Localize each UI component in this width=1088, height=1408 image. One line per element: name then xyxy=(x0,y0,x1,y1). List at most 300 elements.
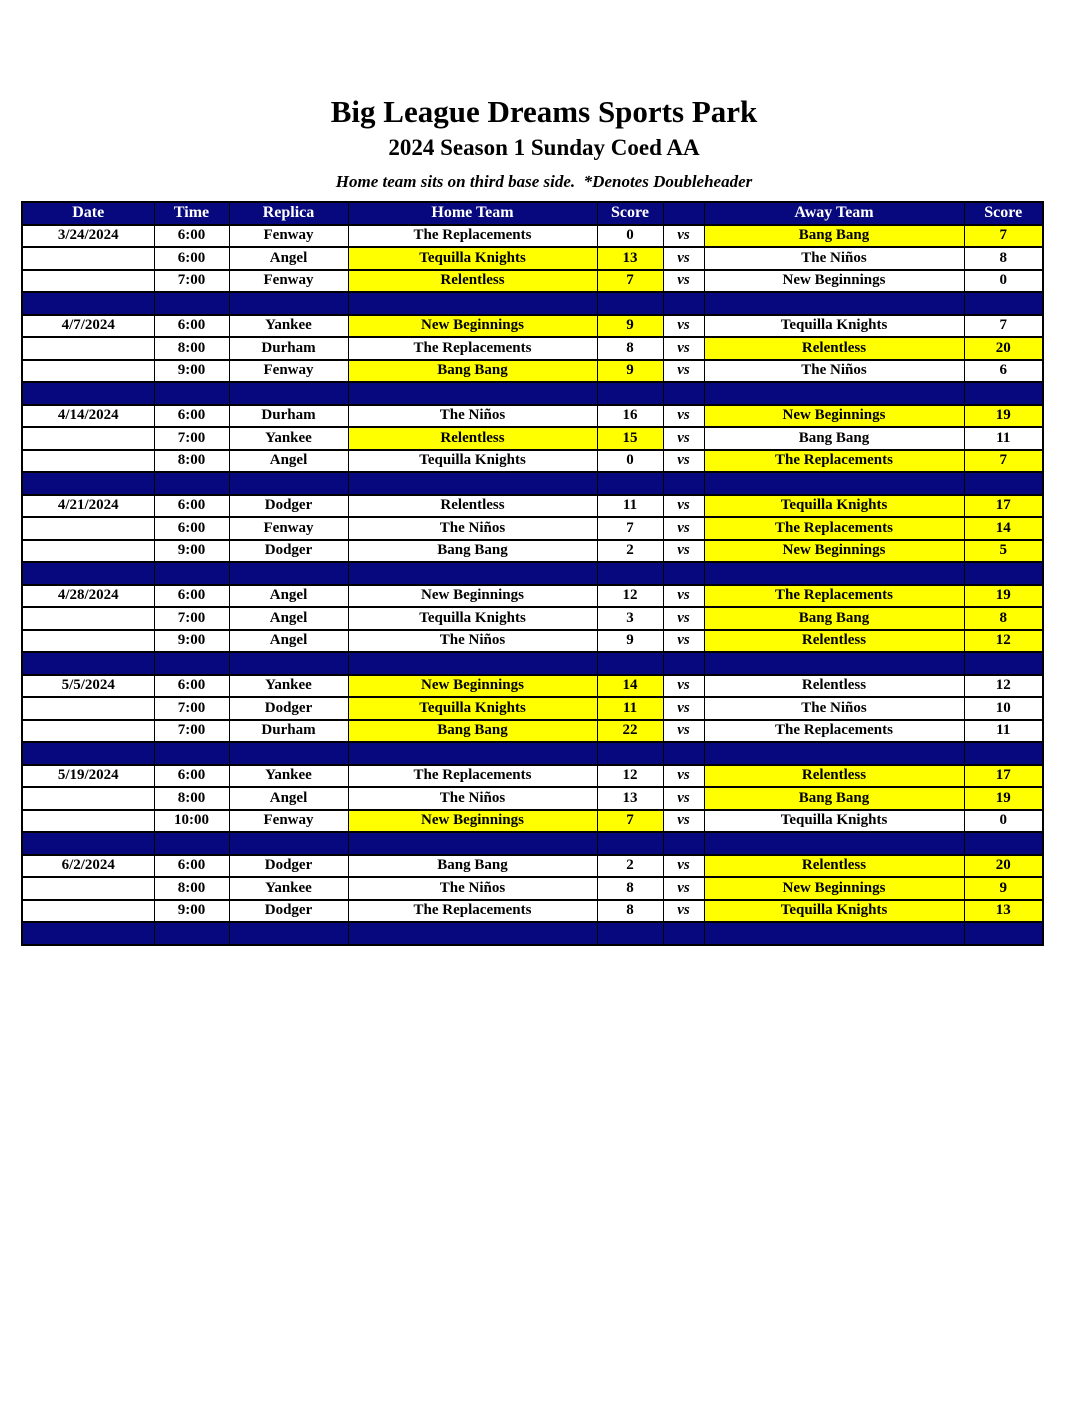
away-score-cell: 7 xyxy=(964,225,1043,248)
separator-cell xyxy=(22,742,154,765)
home-score-cell: 7 xyxy=(597,517,663,540)
date-cell xyxy=(22,900,154,923)
replica-cell: Angel xyxy=(229,607,348,630)
home-team-cell: The Niños xyxy=(348,877,597,900)
separator-cell xyxy=(22,292,154,315)
home-team-cell: Relentless xyxy=(348,427,597,450)
home-team-cell: New Beginnings xyxy=(348,585,597,608)
replica-cell: Fenway xyxy=(229,225,348,248)
date-cell: 5/19/2024 xyxy=(22,765,154,788)
vs-cell: vs xyxy=(663,675,704,698)
separator-cell xyxy=(597,652,663,675)
vs-cell: vs xyxy=(663,720,704,743)
time-cell: 6:00 xyxy=(154,405,229,428)
time-cell: 10:00 xyxy=(154,810,229,833)
time-cell: 6:00 xyxy=(154,585,229,608)
home-team-cell: The Niños xyxy=(348,517,597,540)
separator-cell xyxy=(597,382,663,405)
separator-row xyxy=(22,652,1043,675)
home-score-cell: 14 xyxy=(597,675,663,698)
separator-cell xyxy=(154,652,229,675)
home-team-cell: Tequilla Knights xyxy=(348,607,597,630)
vs-cell: vs xyxy=(663,855,704,878)
home-score-cell: 2 xyxy=(597,855,663,878)
time-cell: 8:00 xyxy=(154,877,229,900)
away-score-cell: 8 xyxy=(964,607,1043,630)
away-team-cell: Tequilla Knights xyxy=(704,810,964,833)
game-row xyxy=(22,315,1043,338)
separator-cell xyxy=(154,922,229,945)
vs-cell: vs xyxy=(663,427,704,450)
separator-cell xyxy=(22,382,154,405)
date-cell xyxy=(22,630,154,653)
away-team-cell: Tequilla Knights xyxy=(704,495,964,518)
separator-row xyxy=(22,472,1043,495)
vs-cell: vs xyxy=(663,405,704,428)
vs-cell: vs xyxy=(663,517,704,540)
date-cell: 4/21/2024 xyxy=(22,495,154,518)
home-team-cell: Bang Bang xyxy=(348,855,597,878)
away-score-cell: 11 xyxy=(964,427,1043,450)
away-team-cell: Tequilla Knights xyxy=(704,900,964,923)
away-score-cell: 17 xyxy=(964,495,1043,518)
away-team-cell: New Beginnings xyxy=(704,540,964,563)
separator-cell xyxy=(663,652,704,675)
separator-row xyxy=(22,832,1043,855)
col-header-time: Time xyxy=(154,202,229,225)
separator-row xyxy=(22,742,1043,765)
separator-cell xyxy=(964,742,1043,765)
date-cell: 4/28/2024 xyxy=(22,585,154,608)
separator-cell xyxy=(704,652,964,675)
away-score-cell: 9 xyxy=(964,877,1043,900)
away-team-cell: Tequilla Knights xyxy=(704,315,964,338)
replica-cell: Yankee xyxy=(229,877,348,900)
separator-cell xyxy=(154,832,229,855)
away-team-cell: Bang Bang xyxy=(704,427,964,450)
game-row xyxy=(22,585,1043,608)
home-score-cell: 11 xyxy=(597,495,663,518)
replica-cell: Angel xyxy=(229,585,348,608)
separator-cell xyxy=(964,562,1043,585)
home-score-cell: 8 xyxy=(597,900,663,923)
away-team-cell: Bang Bang xyxy=(704,787,964,810)
separator-cell xyxy=(154,472,229,495)
game-row xyxy=(22,540,1043,563)
replica-cell: Yankee xyxy=(229,315,348,338)
date-cell xyxy=(22,450,154,473)
separator-cell xyxy=(597,292,663,315)
replica-cell: Angel xyxy=(229,450,348,473)
vs-cell: vs xyxy=(663,765,704,788)
replica-cell: Yankee xyxy=(229,427,348,450)
home-team-cell: Relentless xyxy=(348,270,597,293)
separator-cell xyxy=(663,292,704,315)
date-cell: 4/14/2024 xyxy=(22,405,154,428)
game-row xyxy=(22,810,1043,833)
separator-cell xyxy=(704,472,964,495)
game-row xyxy=(22,697,1043,720)
separator-row xyxy=(22,562,1043,585)
away-team-cell: The Niños xyxy=(704,360,964,383)
away-score-cell: 7 xyxy=(964,315,1043,338)
home-score-cell: 3 xyxy=(597,607,663,630)
replica-cell: Angel xyxy=(229,787,348,810)
col-header-away-score: Score xyxy=(964,202,1043,225)
home-team-cell: The Niños xyxy=(348,630,597,653)
replica-cell: Dodger xyxy=(229,900,348,923)
replica-cell: Angel xyxy=(229,630,348,653)
separator-cell xyxy=(154,292,229,315)
separator-cell xyxy=(348,382,597,405)
away-team-cell: Bang Bang xyxy=(704,225,964,248)
home-score-cell: 22 xyxy=(597,720,663,743)
vs-cell: vs xyxy=(663,337,704,360)
date-cell: 3/24/2024 xyxy=(22,225,154,248)
home-team-cell: The Niños xyxy=(348,787,597,810)
separator-row xyxy=(22,292,1043,315)
separator-cell xyxy=(348,292,597,315)
table-header-row xyxy=(22,202,1043,225)
away-team-cell: Bang Bang xyxy=(704,607,964,630)
vs-cell: vs xyxy=(663,450,704,473)
home-score-cell: 9 xyxy=(597,360,663,383)
separator-cell xyxy=(154,562,229,585)
home-team-cell: New Beginnings xyxy=(348,810,597,833)
away-score-cell: 19 xyxy=(964,405,1043,428)
separator-cell xyxy=(229,292,348,315)
separator-cell xyxy=(704,382,964,405)
game-row xyxy=(22,765,1043,788)
time-cell: 8:00 xyxy=(154,450,229,473)
time-cell: 9:00 xyxy=(154,630,229,653)
replica-cell: Dodger xyxy=(229,855,348,878)
separator-cell xyxy=(348,832,597,855)
home-team-cell: Relentless xyxy=(348,495,597,518)
page-note: Home team sits on third base side. *Denotes Doubleheader xyxy=(335,172,753,192)
home-score-cell: 7 xyxy=(597,810,663,833)
home-score-cell: 7 xyxy=(597,270,663,293)
away-score-cell: 10 xyxy=(964,697,1043,720)
game-row xyxy=(22,405,1043,428)
separator-cell xyxy=(597,922,663,945)
time-cell: 6:00 xyxy=(154,855,229,878)
col-header-date: Date xyxy=(22,202,154,225)
time-cell: 7:00 xyxy=(154,720,229,743)
replica-cell: Angel xyxy=(229,247,348,270)
separator-cell xyxy=(22,652,154,675)
col-header-home-score: Score xyxy=(597,202,663,225)
replica-cell: Durham xyxy=(229,337,348,360)
separator-cell xyxy=(964,382,1043,405)
home-score-cell: 13 xyxy=(597,247,663,270)
date-cell xyxy=(22,810,154,833)
game-row xyxy=(22,517,1043,540)
date-cell xyxy=(22,540,154,563)
separator-cell xyxy=(229,832,348,855)
away-score-cell: 19 xyxy=(964,585,1043,608)
time-cell: 6:00 xyxy=(154,247,229,270)
vs-cell: vs xyxy=(663,495,704,518)
away-team-cell: Relentless xyxy=(704,337,964,360)
separator-cell xyxy=(229,652,348,675)
vs-cell: vs xyxy=(663,270,704,293)
vs-cell: vs xyxy=(663,810,704,833)
home-score-cell: 8 xyxy=(597,337,663,360)
game-row xyxy=(22,247,1043,270)
separator-cell xyxy=(154,742,229,765)
vs-cell: vs xyxy=(663,585,704,608)
separator-cell xyxy=(663,922,704,945)
game-row xyxy=(22,225,1043,248)
vs-cell: vs xyxy=(663,900,704,923)
separator-row xyxy=(22,382,1043,405)
home-team-cell: The Replacements xyxy=(348,900,597,923)
col-header-vs xyxy=(663,202,704,225)
game-row xyxy=(22,337,1043,360)
away-score-cell: 19 xyxy=(964,787,1043,810)
vs-cell: vs xyxy=(663,540,704,563)
page-subtitle: 2024 Season 1 Sunday Coed AA xyxy=(388,134,700,160)
separator-cell xyxy=(964,832,1043,855)
home-score-cell: 8 xyxy=(597,877,663,900)
separator-cell xyxy=(597,472,663,495)
replica-cell: Dodger xyxy=(229,697,348,720)
separator-cell xyxy=(348,652,597,675)
away-score-cell: 0 xyxy=(964,810,1043,833)
replica-cell: Yankee xyxy=(229,765,348,788)
separator-cell xyxy=(964,472,1043,495)
away-score-cell: 20 xyxy=(964,337,1043,360)
replica-cell: Fenway xyxy=(229,517,348,540)
game-row xyxy=(22,877,1043,900)
separator-cell xyxy=(348,472,597,495)
game-row xyxy=(22,360,1043,383)
away-score-cell: 7 xyxy=(964,450,1043,473)
time-cell: 7:00 xyxy=(154,427,229,450)
separator-cell xyxy=(597,562,663,585)
time-cell: 9:00 xyxy=(154,540,229,563)
date-cell xyxy=(22,517,154,540)
date-cell xyxy=(22,697,154,720)
date-cell xyxy=(22,607,154,630)
home-team-cell: The Niños xyxy=(348,405,597,428)
separator-cell xyxy=(22,562,154,585)
schedule-body xyxy=(22,225,1043,945)
game-row xyxy=(22,900,1043,923)
separator-cell xyxy=(597,742,663,765)
game-row xyxy=(22,607,1043,630)
away-score-cell: 17 xyxy=(964,765,1043,788)
away-team-cell: Relentless xyxy=(704,855,964,878)
separator-cell xyxy=(704,562,964,585)
game-row xyxy=(22,427,1043,450)
time-cell: 6:00 xyxy=(154,517,229,540)
time-cell: 6:00 xyxy=(154,315,229,338)
date-cell: 5/5/2024 xyxy=(22,675,154,698)
away-team-cell: The Niños xyxy=(704,247,964,270)
home-team-cell: New Beginnings xyxy=(348,315,597,338)
home-score-cell: 15 xyxy=(597,427,663,450)
time-cell: 6:00 xyxy=(154,765,229,788)
date-cell xyxy=(22,360,154,383)
home-score-cell: 11 xyxy=(597,697,663,720)
away-score-cell: 12 xyxy=(964,675,1043,698)
separator-row xyxy=(22,922,1043,945)
time-cell: 7:00 xyxy=(154,270,229,293)
date-cell xyxy=(22,427,154,450)
schedule-table xyxy=(21,201,1044,946)
game-row xyxy=(22,675,1043,698)
replica-cell: Fenway xyxy=(229,360,348,383)
separator-cell xyxy=(348,562,597,585)
home-score-cell: 9 xyxy=(597,315,663,338)
separator-cell xyxy=(229,922,348,945)
home-score-cell: 13 xyxy=(597,787,663,810)
separator-cell xyxy=(154,382,229,405)
away-score-cell: 8 xyxy=(964,247,1043,270)
away-team-cell: Relentless xyxy=(704,630,964,653)
time-cell: 7:00 xyxy=(154,697,229,720)
separator-cell xyxy=(22,922,154,945)
away-team-cell: The Replacements xyxy=(704,720,964,743)
home-team-cell: Tequilla Knights xyxy=(348,247,597,270)
separator-cell xyxy=(348,742,597,765)
home-score-cell: 12 xyxy=(597,765,663,788)
separator-cell xyxy=(597,832,663,855)
time-cell: 9:00 xyxy=(154,900,229,923)
separator-cell xyxy=(704,832,964,855)
separator-cell xyxy=(964,292,1043,315)
game-row xyxy=(22,787,1043,810)
away-score-cell: 5 xyxy=(964,540,1043,563)
date-cell: 4/7/2024 xyxy=(22,315,154,338)
away-team-cell: New Beginnings xyxy=(704,405,964,428)
separator-cell xyxy=(663,562,704,585)
separator-cell xyxy=(964,922,1043,945)
time-cell: 9:00 xyxy=(154,360,229,383)
away-team-cell: The Niños xyxy=(704,697,964,720)
separator-cell xyxy=(229,742,348,765)
home-team-cell: Tequilla Knights xyxy=(348,450,597,473)
home-team-cell: The Replacements xyxy=(348,225,597,248)
away-score-cell: 0 xyxy=(964,270,1043,293)
away-team-cell: Relentless xyxy=(704,675,964,698)
separator-cell xyxy=(704,922,964,945)
time-cell: 6:00 xyxy=(154,495,229,518)
separator-cell xyxy=(964,652,1043,675)
home-score-cell: 16 xyxy=(597,405,663,428)
col-header-home-team: Home Team xyxy=(348,202,597,225)
separator-cell xyxy=(663,472,704,495)
time-cell: 8:00 xyxy=(154,337,229,360)
replica-cell: Yankee xyxy=(229,675,348,698)
game-row xyxy=(22,855,1043,878)
away-team-cell: New Beginnings xyxy=(704,877,964,900)
time-cell: 6:00 xyxy=(154,225,229,248)
home-team-cell: Bang Bang xyxy=(348,360,597,383)
home-team-cell: Bang Bang xyxy=(348,720,597,743)
home-team-cell: Tequilla Knights xyxy=(348,697,597,720)
separator-cell xyxy=(22,472,154,495)
vs-cell: vs xyxy=(663,360,704,383)
away-score-cell: 12 xyxy=(964,630,1043,653)
separator-cell xyxy=(663,832,704,855)
away-team-cell: The Replacements xyxy=(704,517,964,540)
replica-cell: Fenway xyxy=(229,270,348,293)
separator-cell xyxy=(229,472,348,495)
col-header-away-team: Away Team xyxy=(704,202,964,225)
away-team-cell: New Beginnings xyxy=(704,270,964,293)
separator-cell xyxy=(704,742,964,765)
replica-cell: Fenway xyxy=(229,810,348,833)
time-cell: 6:00 xyxy=(154,675,229,698)
separator-cell xyxy=(663,382,704,405)
away-team-cell: The Replacements xyxy=(704,450,964,473)
home-team-cell: The Replacements xyxy=(348,765,597,788)
home-score-cell: 9 xyxy=(597,630,663,653)
replica-cell: Dodger xyxy=(229,495,348,518)
game-row xyxy=(22,270,1043,293)
away-score-cell: 13 xyxy=(964,900,1043,923)
vs-cell: vs xyxy=(663,787,704,810)
separator-cell xyxy=(229,562,348,585)
vs-cell: vs xyxy=(663,607,704,630)
date-cell xyxy=(22,787,154,810)
replica-cell: Dodger xyxy=(229,540,348,563)
home-score-cell: 0 xyxy=(597,225,663,248)
vs-cell: vs xyxy=(663,247,704,270)
game-row xyxy=(22,495,1043,518)
away-team-cell: The Replacements xyxy=(704,585,964,608)
home-team-cell: New Beginnings xyxy=(348,675,597,698)
time-cell: 8:00 xyxy=(154,787,229,810)
date-cell xyxy=(22,247,154,270)
home-score-cell: 12 xyxy=(597,585,663,608)
vs-cell: vs xyxy=(663,697,704,720)
replica-cell: Durham xyxy=(229,720,348,743)
game-row xyxy=(22,450,1043,473)
separator-cell xyxy=(663,742,704,765)
vs-cell: vs xyxy=(663,225,704,248)
home-score-cell: 0 xyxy=(597,450,663,473)
away-score-cell: 20 xyxy=(964,855,1043,878)
separator-cell xyxy=(348,922,597,945)
header-block xyxy=(0,0,1088,192)
game-row xyxy=(22,720,1043,743)
away-score-cell: 11 xyxy=(964,720,1043,743)
vs-cell: vs xyxy=(663,315,704,338)
away-score-cell: 14 xyxy=(964,517,1043,540)
separator-cell xyxy=(229,382,348,405)
away-team-cell: Relentless xyxy=(704,765,964,788)
date-cell: 6/2/2024 xyxy=(22,855,154,878)
away-score-cell: 6 xyxy=(964,360,1043,383)
replica-cell: Durham xyxy=(229,405,348,428)
date-cell xyxy=(22,270,154,293)
separator-cell xyxy=(704,292,964,315)
vs-cell: vs xyxy=(663,877,704,900)
date-cell xyxy=(22,337,154,360)
time-cell: 7:00 xyxy=(154,607,229,630)
date-cell xyxy=(22,877,154,900)
separator-cell xyxy=(22,832,154,855)
home-team-cell: Bang Bang xyxy=(348,540,597,563)
game-row xyxy=(22,630,1043,653)
vs-cell: vs xyxy=(663,630,704,653)
page-title: Big League Dreams Sports Park xyxy=(330,94,758,129)
col-header-replica: Replica xyxy=(229,202,348,225)
